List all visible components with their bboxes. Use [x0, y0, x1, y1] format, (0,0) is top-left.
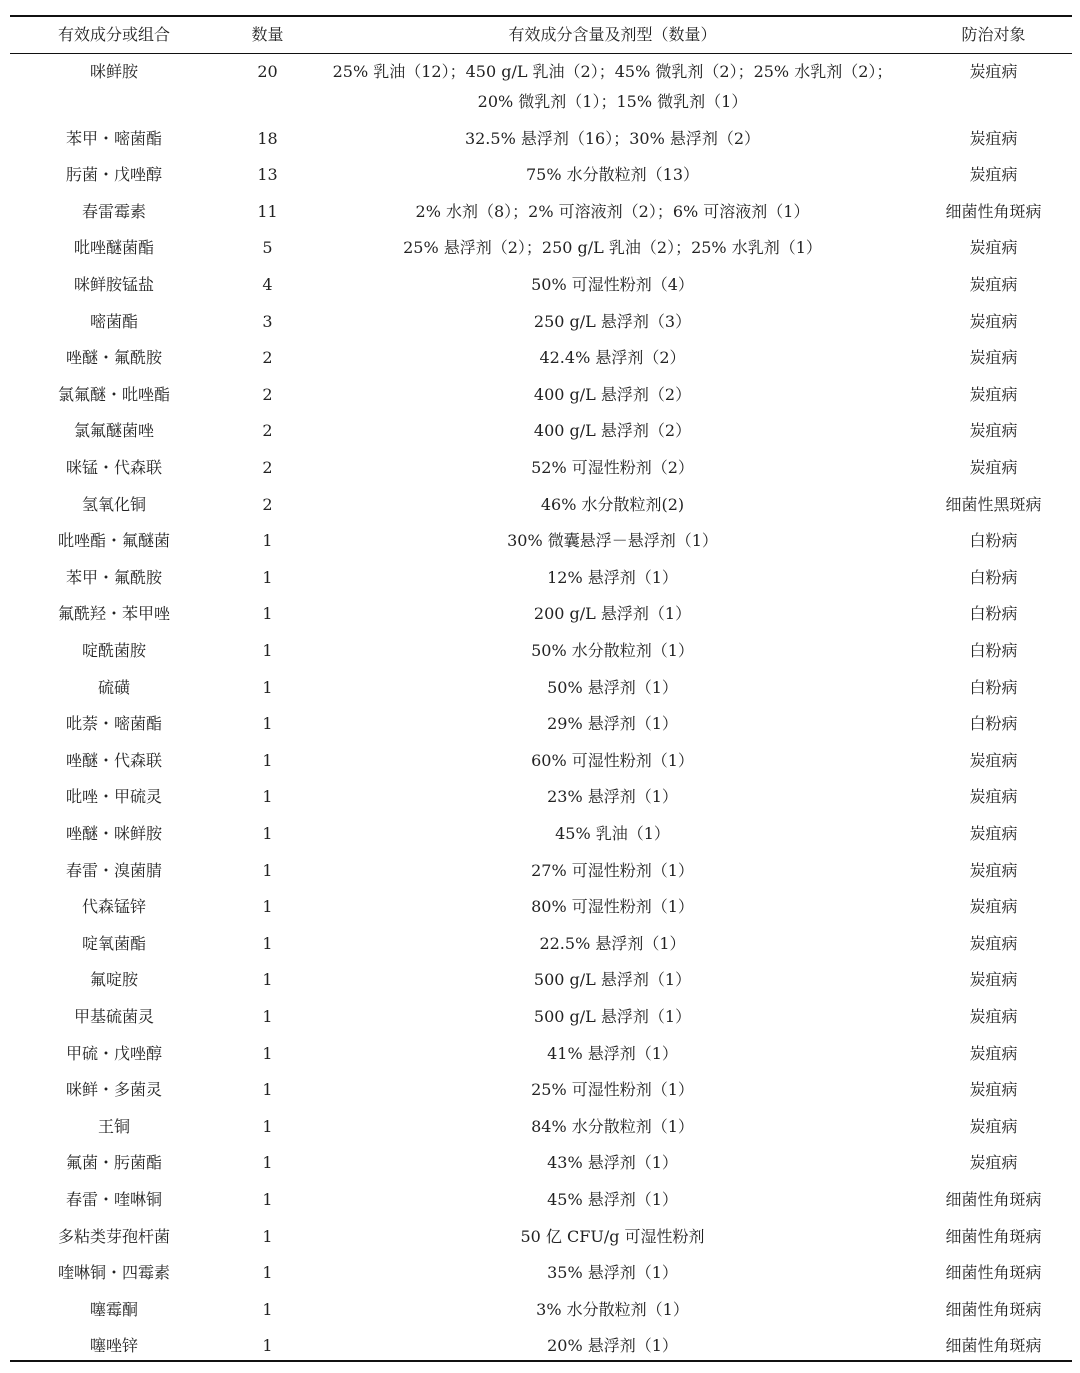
cell-count: 5 — [262, 238, 273, 258]
cell-target: 炭疽病 — [969, 238, 1018, 258]
cell-content-line: 23% 悬浮剂（1） — [547, 787, 678, 807]
cell-ingredient: 多粘类芽孢杆菌 — [57, 1226, 170, 1246]
cell-count: 2 — [262, 348, 273, 368]
cell-count: 1 — [262, 1299, 273, 1319]
cell-content — [315, 453, 910, 483]
cell-count: 2 — [262, 494, 273, 514]
cell-content — [315, 819, 910, 849]
cell-target: 白粉病 — [969, 641, 1018, 660]
cell-content — [315, 307, 910, 337]
cell-count: 20 — [257, 62, 278, 81]
cell-ingredient: 肟菌・戊唑醇 — [65, 165, 162, 185]
cell-content-line: 20% 微乳剂（1）；15% 微乳剂（1） — [477, 92, 748, 111]
cell-ingredient: 王铜 — [97, 1116, 130, 1136]
cell-count: 4 — [262, 275, 273, 294]
cell-content — [315, 709, 910, 739]
cell-content-line: 60% 可湿性粉剂（1） — [531, 750, 694, 770]
cell-count: 1 — [262, 1007, 273, 1026]
cell-target: 炭疽病 — [969, 421, 1018, 441]
cell-count: 1 — [262, 1116, 273, 1136]
cell-target: 炭疽病 — [969, 62, 1018, 81]
cell-target: 炭疽病 — [969, 1080, 1018, 1100]
cell-content — [315, 270, 910, 300]
cell-content-line: 35% 悬浮剂（1） — [547, 1263, 678, 1283]
cell-ingredient: 咪鲜胺锰盐 — [73, 275, 154, 294]
cell-content-line: 43% 悬浮剂（1） — [547, 1153, 678, 1173]
cell-content — [315, 197, 910, 227]
cell-ingredient: 氢氧化铜 — [81, 494, 146, 514]
cell-target: 细菌性角斑病 — [945, 201, 1042, 221]
cell-content — [315, 124, 910, 154]
cell-count: 1 — [262, 567, 273, 587]
cell-ingredient: 春雷・溴菌腈 — [65, 860, 162, 880]
cell-count: 1 — [262, 750, 273, 770]
cell-count: 1 — [262, 604, 273, 624]
cell-content-line: 22.5% 悬浮剂（1） — [539, 933, 686, 953]
cell-count: 13 — [257, 165, 278, 185]
cell-target: 炭疽病 — [969, 824, 1018, 843]
cell-content-line: 500 g/L 悬浮剂（1） — [533, 970, 692, 990]
cell-content-line: 50 亿 CFU/g 可湿性粉剂 — [520, 1226, 705, 1246]
cell-content — [315, 599, 910, 629]
cell-content-line: 200 g/L 悬浮剂（1） — [533, 604, 692, 624]
cell-content-line: 25% 可湿性粉剂（1） — [531, 1080, 694, 1100]
cell-target: 炭疽病 — [969, 860, 1018, 880]
cell-content — [315, 1258, 910, 1288]
cell-content-line: 12% 悬浮剂（1） — [547, 567, 678, 587]
cell-target: 炭疽病 — [969, 311, 1018, 331]
cell-content-line: 29% 悬浮剂（1） — [547, 714, 678, 734]
cell-content — [315, 526, 910, 556]
cell-content-line: 46% 水分散粒剂(2) — [540, 494, 685, 514]
cell-count: 1 — [262, 824, 273, 843]
cell-count: 1 — [262, 1153, 273, 1173]
cell-target: 炭疽病 — [969, 275, 1018, 294]
cell-ingredient: 甲硫・戊唑醇 — [65, 1043, 162, 1063]
cell-content — [315, 636, 910, 666]
cell-ingredient: 嘧菌酯 — [89, 311, 138, 331]
cell-content — [315, 1112, 910, 1142]
cell-content — [315, 782, 910, 812]
cell-content-line: 42.4% 悬浮剂（2） — [539, 348, 686, 368]
cell-content-line: 50% 可湿性粉剂（4） — [531, 275, 694, 294]
cell-ingredient: 苯甲・嘧菌酯 — [65, 128, 162, 148]
cell-count: 1 — [262, 1190, 273, 1209]
cell-target: 炭疽病 — [969, 128, 1018, 148]
cell-content — [315, 1185, 910, 1215]
cell-count: 3 — [262, 311, 273, 331]
cell-count: 1 — [262, 1226, 273, 1246]
cell-content — [315, 563, 910, 593]
cell-ingredient: 咪锰・代森联 — [65, 458, 162, 477]
cell-ingredient: 唑醚・代森联 — [65, 750, 162, 770]
cell-content-line: 2% 水剂（8）；2% 可溶液剂（2）；6% 可溶液剂（1） — [415, 201, 810, 221]
cell-ingredient: 氯氟醚菌唑 — [73, 421, 154, 441]
cell-target: 白粉病 — [969, 604, 1018, 624]
cell-count: 18 — [257, 128, 278, 148]
cell-content — [315, 160, 910, 190]
cell-content — [315, 1039, 910, 1069]
cell-target: 细菌性角斑病 — [945, 1336, 1042, 1356]
cell-ingredient: 吡唑醚菌酯 — [73, 238, 154, 258]
cell-content — [315, 57, 910, 117]
cell-content — [315, 856, 910, 886]
cell-target: 炭疽病 — [969, 1043, 1018, 1063]
cell-content — [315, 892, 910, 922]
cell-target: 白粉病 — [969, 567, 1018, 587]
cell-content-line: 3% 水分散粒剂（1） — [536, 1299, 689, 1319]
cell-target: 细菌性角斑病 — [945, 1190, 1042, 1209]
header-ingredient: 有效成分或组合 — [57, 25, 170, 44]
cell-target: 细菌性角斑病 — [945, 1226, 1042, 1246]
cell-content — [315, 416, 910, 446]
cell-target: 炭疽病 — [969, 933, 1018, 953]
cell-ingredient: 代森锰锌 — [81, 897, 146, 917]
cell-count: 1 — [262, 714, 273, 734]
header-count: 数量 — [251, 25, 284, 44]
cell-content-line: 32.5% 悬浮剂（16）；30% 悬浮剂（2） — [464, 128, 761, 148]
table-bottom-rule — [10, 1360, 1072, 1362]
cell-ingredient: 氟菌・肟菌酯 — [65, 1153, 162, 1173]
cell-content — [315, 1222, 910, 1252]
cell-target: 炭疽病 — [969, 1153, 1018, 1173]
cell-target: 白粉病 — [969, 677, 1018, 697]
cell-target: 炭疽病 — [969, 787, 1018, 807]
cell-content-line: 50% 水分散粒剂（1） — [531, 641, 694, 660]
cell-ingredient: 咪鲜胺 — [89, 62, 138, 81]
cell-target: 细菌性角斑病 — [945, 1263, 1042, 1283]
cell-target: 白粉病 — [969, 531, 1018, 551]
cell-content — [315, 233, 910, 263]
cell-count: 1 — [262, 1043, 273, 1063]
cell-count: 1 — [262, 677, 273, 697]
cell-content — [315, 1002, 910, 1032]
cell-content-line: 500 g/L 悬浮剂（1） — [533, 1007, 692, 1026]
cell-count: 1 — [262, 897, 273, 917]
cell-ingredient: 氟啶胺 — [89, 970, 138, 990]
cell-count: 1 — [262, 970, 273, 990]
cell-count: 1 — [262, 1080, 273, 1100]
cell-content — [315, 1295, 910, 1325]
cell-content — [315, 929, 910, 959]
cell-target: 细菌性角斑病 — [945, 1299, 1042, 1319]
cell-content-line: 25% 乳油（12）；450 g/L 乳油（2）；45% 微乳剂（2）；25% 水乳剂（2）； — [332, 62, 893, 81]
cell-content-line: 50% 悬浮剂（1） — [547, 677, 678, 697]
cell-count: 1 — [262, 860, 273, 880]
cell-ingredient: 喹啉铜・四霉素 — [57, 1263, 170, 1283]
cell-ingredient: 噻霉酮 — [89, 1299, 138, 1319]
cell-target: 炭疽病 — [969, 165, 1018, 185]
cell-ingredient: 啶酰菌胺 — [81, 641, 146, 660]
cell-content — [315, 490, 910, 520]
cell-ingredient: 啶氧菌酯 — [81, 933, 146, 953]
cell-ingredient: 吡唑・甲硫灵 — [65, 787, 162, 807]
cell-ingredient: 咪鲜・多菌灵 — [65, 1080, 162, 1100]
cell-ingredient: 吡萘・嘧菌酯 — [65, 714, 162, 734]
cell-count: 1 — [262, 933, 273, 953]
cell-count: 1 — [262, 787, 273, 807]
cell-ingredient: 唑醚・咪鲜胺 — [65, 824, 162, 843]
header-target: 防治对象 — [961, 25, 1026, 44]
cell-ingredient: 硫磺 — [97, 677, 130, 697]
cell-target: 炭疽病 — [969, 458, 1018, 477]
cell-target: 炭疽病 — [969, 897, 1018, 917]
cell-count: 2 — [262, 384, 273, 404]
cell-ingredient: 唑醚・氟酰胺 — [65, 348, 162, 368]
cell-ingredient: 苯甲・氟酰胺 — [65, 567, 162, 587]
cell-count: 2 — [262, 421, 273, 441]
cell-target: 炭疽病 — [969, 1007, 1018, 1026]
cell-target: 炭疽病 — [969, 348, 1018, 368]
cell-content — [315, 965, 910, 995]
cell-content-line: 52% 可湿性粉剂（2） — [531, 458, 694, 477]
cell-target: 炭疽病 — [969, 970, 1018, 990]
cell-content — [315, 1331, 910, 1361]
cell-content-line: 45% 乳油（1） — [555, 824, 670, 843]
cell-ingredient: 吡唑酯・氟醚菌 — [57, 531, 170, 551]
cell-target: 细菌性黑斑病 — [945, 494, 1042, 514]
cell-ingredient: 春雷霉素 — [81, 201, 146, 221]
cell-content-line: 30% 微囊悬浮－悬浮剂（1） — [507, 531, 718, 551]
cell-ingredient: 甲基硫菌灵 — [73, 1007, 154, 1026]
cell-count: 1 — [262, 1263, 273, 1283]
cell-count: 1 — [262, 641, 273, 660]
cell-count: 1 — [262, 531, 273, 551]
header-content: 有效成分含量及剂型（数量） — [508, 25, 717, 44]
cell-count: 11 — [257, 201, 278, 221]
cell-content — [315, 1075, 910, 1105]
cell-content-line: 400 g/L 悬浮剂（2） — [533, 384, 692, 404]
cell-content-line: 75% 水分散粒剂（13） — [525, 165, 699, 185]
cell-target: 炭疽病 — [969, 1116, 1018, 1136]
cell-content-line: 250 g/L 悬浮剂（3） — [533, 311, 692, 331]
cell-content-line: 41% 悬浮剂（1） — [547, 1043, 678, 1063]
cell-content — [315, 673, 910, 703]
cell-content — [315, 343, 910, 373]
cell-content-line: 27% 可湿性粉剂（1） — [531, 860, 694, 880]
cell-ingredient: 噻唑锌 — [89, 1336, 138, 1356]
cell-count: 2 — [262, 458, 273, 477]
cell-target: 炭疽病 — [969, 750, 1018, 770]
cell-content-line: 84% 水分散粒剂（1） — [531, 1116, 694, 1136]
cell-content-line: 45% 悬浮剂（1） — [547, 1190, 678, 1209]
cell-content-line: 80% 可湿性粉剂（1） — [531, 897, 694, 917]
cell-content-line: 400 g/L 悬浮剂（2） — [533, 421, 692, 441]
cell-content — [315, 1148, 910, 1178]
cell-content-line: 25% 悬浮剂（2）；250 g/L 乳油（2）；25% 水乳剂（1） — [403, 238, 822, 258]
cell-ingredient: 氯氟醚・吡唑酯 — [57, 384, 170, 404]
cell-target: 白粉病 — [969, 714, 1018, 734]
cell-count: 1 — [262, 1336, 273, 1356]
cell-target: 炭疽病 — [969, 384, 1018, 404]
cell-ingredient: 氟酰羟・苯甲唑 — [57, 604, 170, 624]
cell-ingredient: 春雷・喹啉铜 — [65, 1190, 162, 1209]
cell-content — [315, 746, 910, 776]
cell-content-line: 20% 悬浮剂（1） — [547, 1336, 678, 1356]
cell-content — [315, 380, 910, 410]
